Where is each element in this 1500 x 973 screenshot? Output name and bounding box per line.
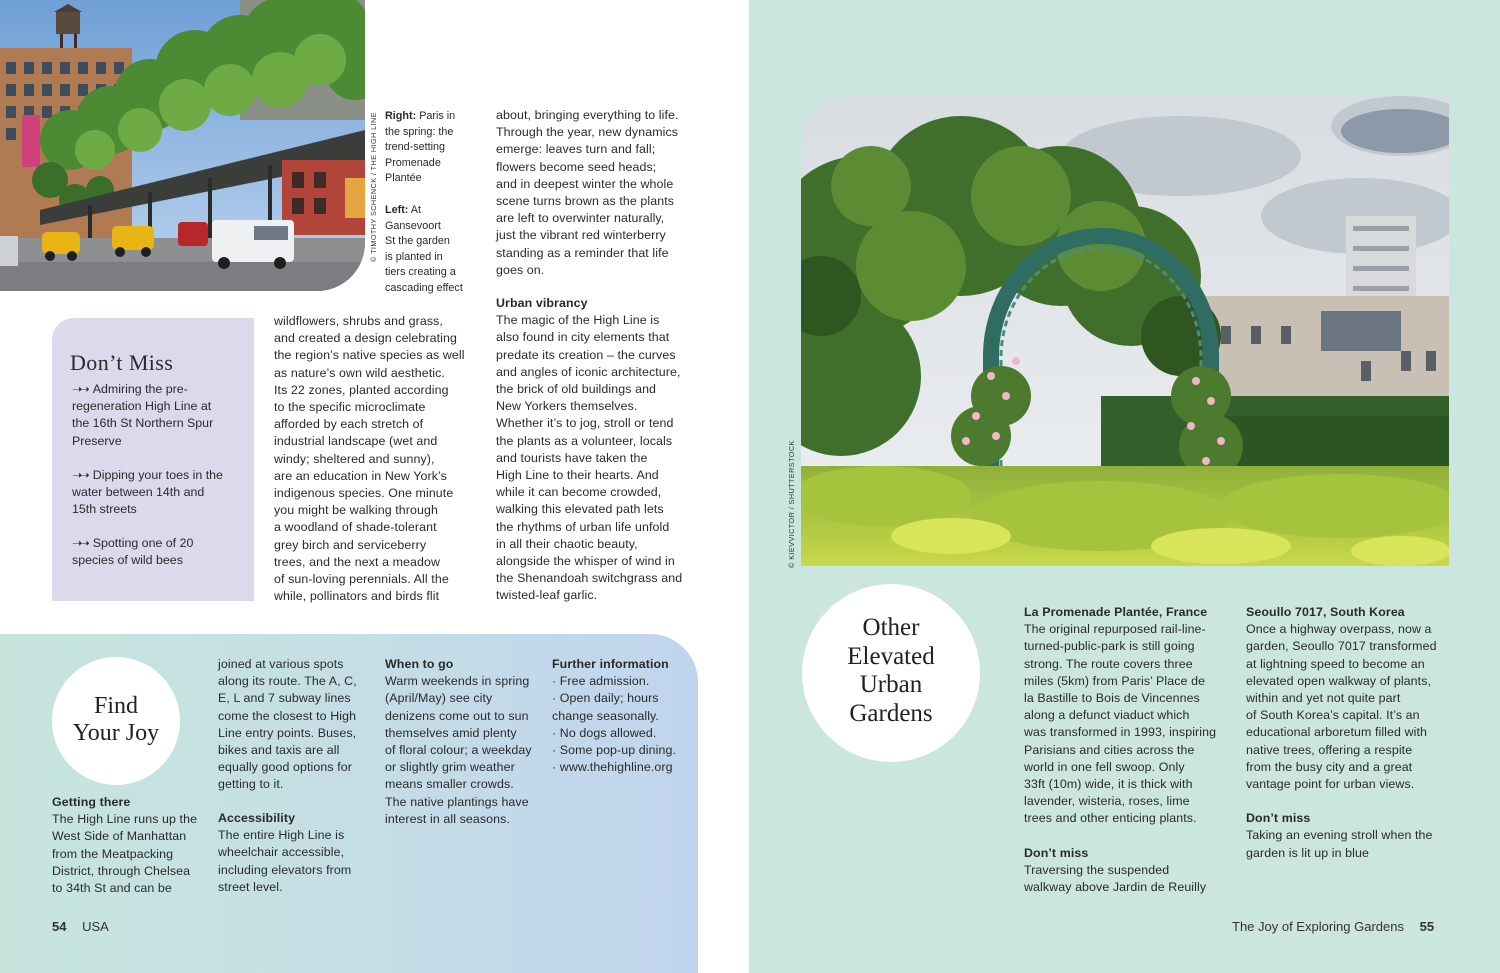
text-line: Its 22 zones, planted according xyxy=(274,382,449,397)
text-line: The entire High Line is xyxy=(218,828,345,843)
caption-line: cascading effect xyxy=(385,281,463,294)
high-line-photo xyxy=(0,0,365,291)
text-line: la Bastille to Bois de Vincennes xyxy=(1024,691,1200,706)
text-line: to 34th St and can be xyxy=(52,881,172,896)
text-line: regeneration High Line at xyxy=(72,399,212,414)
promenade-dont-miss-heading: Don’t miss xyxy=(1024,845,1089,860)
seoullo-heading: Seoullo 7017, South Korea xyxy=(1246,605,1405,619)
text-line: also found in city elements that xyxy=(496,330,670,345)
text-line: flowers become seed heads; xyxy=(496,159,657,174)
text-line: · Free admission. xyxy=(552,674,650,689)
caption-line: Gansevoort xyxy=(385,219,441,232)
text-line: as nature’s own wild aesthetic. xyxy=(274,365,445,380)
promenade-arch-photo-icon xyxy=(801,96,1449,566)
arrow-icon: ➝➝ xyxy=(72,536,87,550)
text-line: walking this elevated path lets xyxy=(496,502,664,517)
arrow-icon: ➝➝ xyxy=(72,382,87,396)
text-line: scene turns brown as the plants xyxy=(496,194,675,209)
text-line: turned-public-park is still going xyxy=(1024,639,1195,654)
text-line: Taking an evening stroll when the xyxy=(1246,828,1433,843)
promenade-heading: La Promenade Plantée, France xyxy=(1024,605,1208,619)
accessibility-heading: Accessibility xyxy=(218,811,296,825)
text-line: High Line to their hearts. And xyxy=(496,468,659,483)
promenade-plantee-photo xyxy=(801,96,1449,566)
caption-line: Paris in xyxy=(419,110,456,122)
text-line: New Yorkers themselves. xyxy=(496,399,638,414)
section-name: USA xyxy=(82,919,109,934)
text-line: getting to it. xyxy=(218,777,284,792)
text-line: and created a design celebrating xyxy=(274,331,457,346)
dont-miss-title: Don’t Miss xyxy=(70,350,174,375)
text-line: twisted-leaf garlic. xyxy=(496,588,598,603)
text-line: in all their chaotic beauty, xyxy=(496,536,638,551)
text-line: including elevators from xyxy=(218,862,352,877)
page-number: 55 xyxy=(1419,919,1435,934)
text-line: the plants as a volunteer, locals xyxy=(496,433,673,448)
page-number: 54 xyxy=(52,919,67,934)
other-gardens-badge xyxy=(802,584,980,762)
text-line: and in deepest winter the whole xyxy=(496,176,674,191)
text-line: vantage point for urban views. xyxy=(1246,777,1415,792)
text-line: Warm weekends in spring xyxy=(385,674,530,689)
text-line: and angles of iconic architecture, xyxy=(496,364,681,379)
text-line: come the closest to High xyxy=(218,708,357,723)
text-line: wheelchair accessible, xyxy=(218,845,345,860)
text-line: denizens come out to sun xyxy=(385,708,529,723)
caption-line: At xyxy=(410,204,421,216)
text-line: (April/May) see city xyxy=(385,691,493,706)
text-line: are an education in New York’s xyxy=(274,468,447,483)
getting-there-heading: Getting there xyxy=(52,795,131,809)
text-line: Spotting one of 20 xyxy=(92,536,194,550)
caption-line: trend-setting xyxy=(385,141,446,154)
text-line: indigenous species. One minute xyxy=(274,486,454,501)
text-line: The magic of the High Line is xyxy=(496,313,660,328)
text-line: world in one fell swoop. Only xyxy=(1024,759,1185,774)
caption-left xyxy=(385,203,485,297)
text-line: about, bringing everything to life. xyxy=(496,108,679,122)
caption-left-label: Left: xyxy=(385,204,409,216)
text-line: means smaller crowds. xyxy=(385,777,514,792)
title-line: Other xyxy=(862,614,920,641)
text-line: of sun-loving perennials. All the xyxy=(274,572,449,587)
text-line: you might be walking through xyxy=(274,503,438,518)
text-line: of floral colour; a weekday xyxy=(385,743,532,758)
text-line: Whether it’s to jog, stroll or tend xyxy=(496,416,674,431)
text-line: Once a highway overpass, now a xyxy=(1246,622,1432,637)
text-line: · Some pop-up dining. xyxy=(552,743,677,758)
find-your-joy-badge xyxy=(52,657,180,785)
text-line: 33ft (10m) wide, it is thick with xyxy=(1024,777,1193,792)
text-line: District, through Chelsea xyxy=(52,863,191,878)
text-line: within and yet not quite part xyxy=(1246,691,1401,706)
text-line: along a defunct viaduct which xyxy=(1024,708,1190,723)
caption-right-label: Right: xyxy=(385,110,417,122)
caption-line: St the garden xyxy=(385,235,450,248)
text-line: interest in all seasons. xyxy=(385,811,510,826)
text-line: Preserve xyxy=(72,433,122,448)
text-line: Parisians and cities across the xyxy=(1024,742,1195,757)
section-name: The Joy of Exploring Gardens xyxy=(1232,919,1404,934)
text-line: Admiring the pre- xyxy=(92,382,188,396)
text-line: educational arboretum filled with xyxy=(1246,725,1427,740)
caption-line: Plantée xyxy=(385,172,422,185)
getting-there-continued xyxy=(218,656,378,794)
article-column-1 xyxy=(274,313,484,605)
text-line: Through the year, new dynamics xyxy=(496,125,679,140)
title-line: Elevated xyxy=(847,642,935,670)
photo-credit-right: © KIEVVICTOR / SHUTTERSTOCK xyxy=(787,440,796,568)
folio-right xyxy=(1232,919,1434,934)
website-link[interactable]: · www.thehighline.org xyxy=(552,760,673,775)
text-line: the Shenandoah switchgrass and xyxy=(496,571,683,586)
text-line: species of wild bees xyxy=(72,553,183,568)
text-line: along its route. The A, C, xyxy=(218,674,357,689)
text-line: at lightning speed to become an xyxy=(1246,656,1425,671)
caption-right xyxy=(385,109,485,187)
text-line: The High Line runs up the xyxy=(52,812,198,827)
text-line: Dipping your toes in the xyxy=(92,468,223,482)
text-line: industrial landscape (wet and xyxy=(274,434,438,449)
dont-miss-item xyxy=(72,535,193,569)
further-info-section xyxy=(552,656,697,776)
urban-vibrancy-heading: Urban vibrancy xyxy=(496,296,588,311)
find-your-joy-title xyxy=(52,693,180,747)
dont-miss-box xyxy=(52,318,254,601)
text-line: E, L and 7 subway lines xyxy=(218,691,351,706)
text-line: to the specific microclimate xyxy=(274,400,426,415)
text-line: trees and other enticing plants. xyxy=(1024,811,1197,826)
folio-left xyxy=(52,919,109,934)
text-line: trees, and the next a meadow xyxy=(274,554,441,569)
text-line: predate its creation – the curves xyxy=(496,347,676,362)
caption-line: tiers creating a xyxy=(385,266,456,279)
high-line-street-photo-icon xyxy=(0,0,365,291)
when-to-go-section xyxy=(385,656,545,828)
title-line: Find xyxy=(93,693,138,719)
text-line: the rhythms of urban life unfold xyxy=(496,519,670,534)
title-line: Gardens xyxy=(849,699,933,727)
further-info-heading: Further information xyxy=(552,657,669,671)
text-line: of South Korea’s capital. It’s an xyxy=(1246,708,1420,723)
caption-line: the spring: the xyxy=(385,125,454,138)
text-line: strong. The route covers three xyxy=(1024,656,1193,671)
text-line: equally good options for xyxy=(218,760,352,775)
text-line: bikes and taxis are all xyxy=(218,743,340,758)
text-line: are left to overwinter naturally, xyxy=(496,211,665,226)
text-line: the brick of old buildings and xyxy=(496,382,657,397)
dont-miss-item xyxy=(72,381,213,450)
text-line: afforded by each stretch of xyxy=(274,417,424,432)
text-line: Traversing the suspended xyxy=(1024,862,1170,877)
text-line: the region’s native species as well xyxy=(274,348,465,363)
text-line: The native plantings have xyxy=(385,794,529,809)
dont-miss-item xyxy=(72,467,223,519)
text-line: grey birch and serviceberry xyxy=(274,537,427,552)
text-line: · No dogs allowed. xyxy=(552,725,657,740)
text-line: The original repurposed rail-line- xyxy=(1024,622,1206,637)
photo-credit-left: © TIMOTHY SCHENCK / THE HIGH LINE xyxy=(369,112,378,262)
text-line: a woodland of shade-tolerant xyxy=(274,520,437,535)
text-line: just the vibrant red winterberry xyxy=(496,228,666,243)
text-line: 15th streets xyxy=(72,502,137,517)
text-line: elevated open walkway of plants, xyxy=(1246,673,1432,688)
text-line: from the busy city and a great xyxy=(1246,759,1413,774)
text-line: Line entry points. Buses, xyxy=(218,725,357,740)
text-line: themselves amid plenty xyxy=(385,725,517,740)
accessibility-section xyxy=(218,810,378,896)
text-line: alongside the whisper of wind in xyxy=(496,554,675,569)
text-line: walkway above Jardin de Reuilly xyxy=(1024,880,1207,895)
text-line: native trees, offering a respite xyxy=(1246,742,1413,757)
seoullo-dont-miss-heading: Don’t miss xyxy=(1246,811,1311,826)
text-line: or slightly grim weather xyxy=(385,760,515,775)
text-line: windy; sheltered and sunny), xyxy=(274,451,435,466)
text-line: street level. xyxy=(218,879,283,894)
text-line: garden is lit up in blue xyxy=(1246,845,1369,860)
title-line: Your Joy xyxy=(72,720,160,746)
text-line: · Open daily; hours xyxy=(552,691,659,706)
text-line: was transformed in 1993, inspiring xyxy=(1024,725,1217,740)
text-line: West Side of Manhattan xyxy=(52,829,187,844)
caption-line: is planted in xyxy=(385,250,443,263)
text-line: standing as a reminder that life xyxy=(496,245,669,260)
text-line: emerge: leaves turn and fall; xyxy=(496,142,656,157)
text-line: while, pollinators and birds flit xyxy=(274,589,440,604)
text-line: while it can become crowded, xyxy=(496,485,662,500)
text-line: from the Meatpacking xyxy=(52,846,174,861)
text-line: water between 14th and xyxy=(72,485,205,500)
arrow-icon: ➝➝ xyxy=(72,468,87,482)
other-gardens-title xyxy=(802,614,980,728)
getting-there-section xyxy=(52,794,212,897)
text-line: joined at various spots xyxy=(218,657,344,671)
text-line: goes on. xyxy=(496,262,545,277)
text-line: lavender, wisteria, roses, lime xyxy=(1024,794,1190,809)
title-line: Urban xyxy=(859,671,923,699)
when-to-go-heading: When to go xyxy=(385,657,454,671)
seoullo-section xyxy=(1246,604,1456,862)
text-line: miles (5km) from Paris’ Place de xyxy=(1024,673,1206,688)
text-line: garden, Seoullo 7017 transformed xyxy=(1246,639,1437,654)
text-line: wildflowers, shrubs and grass, xyxy=(274,314,443,328)
text-line: the 16th St Northern Spur xyxy=(72,416,214,431)
text-line: and tourists have taken the xyxy=(496,450,648,465)
promenade-plantee-section xyxy=(1024,604,1234,896)
caption-line: Promenade xyxy=(385,156,441,169)
text-line: change seasonally. xyxy=(552,708,659,723)
article-column-2 xyxy=(496,107,701,605)
